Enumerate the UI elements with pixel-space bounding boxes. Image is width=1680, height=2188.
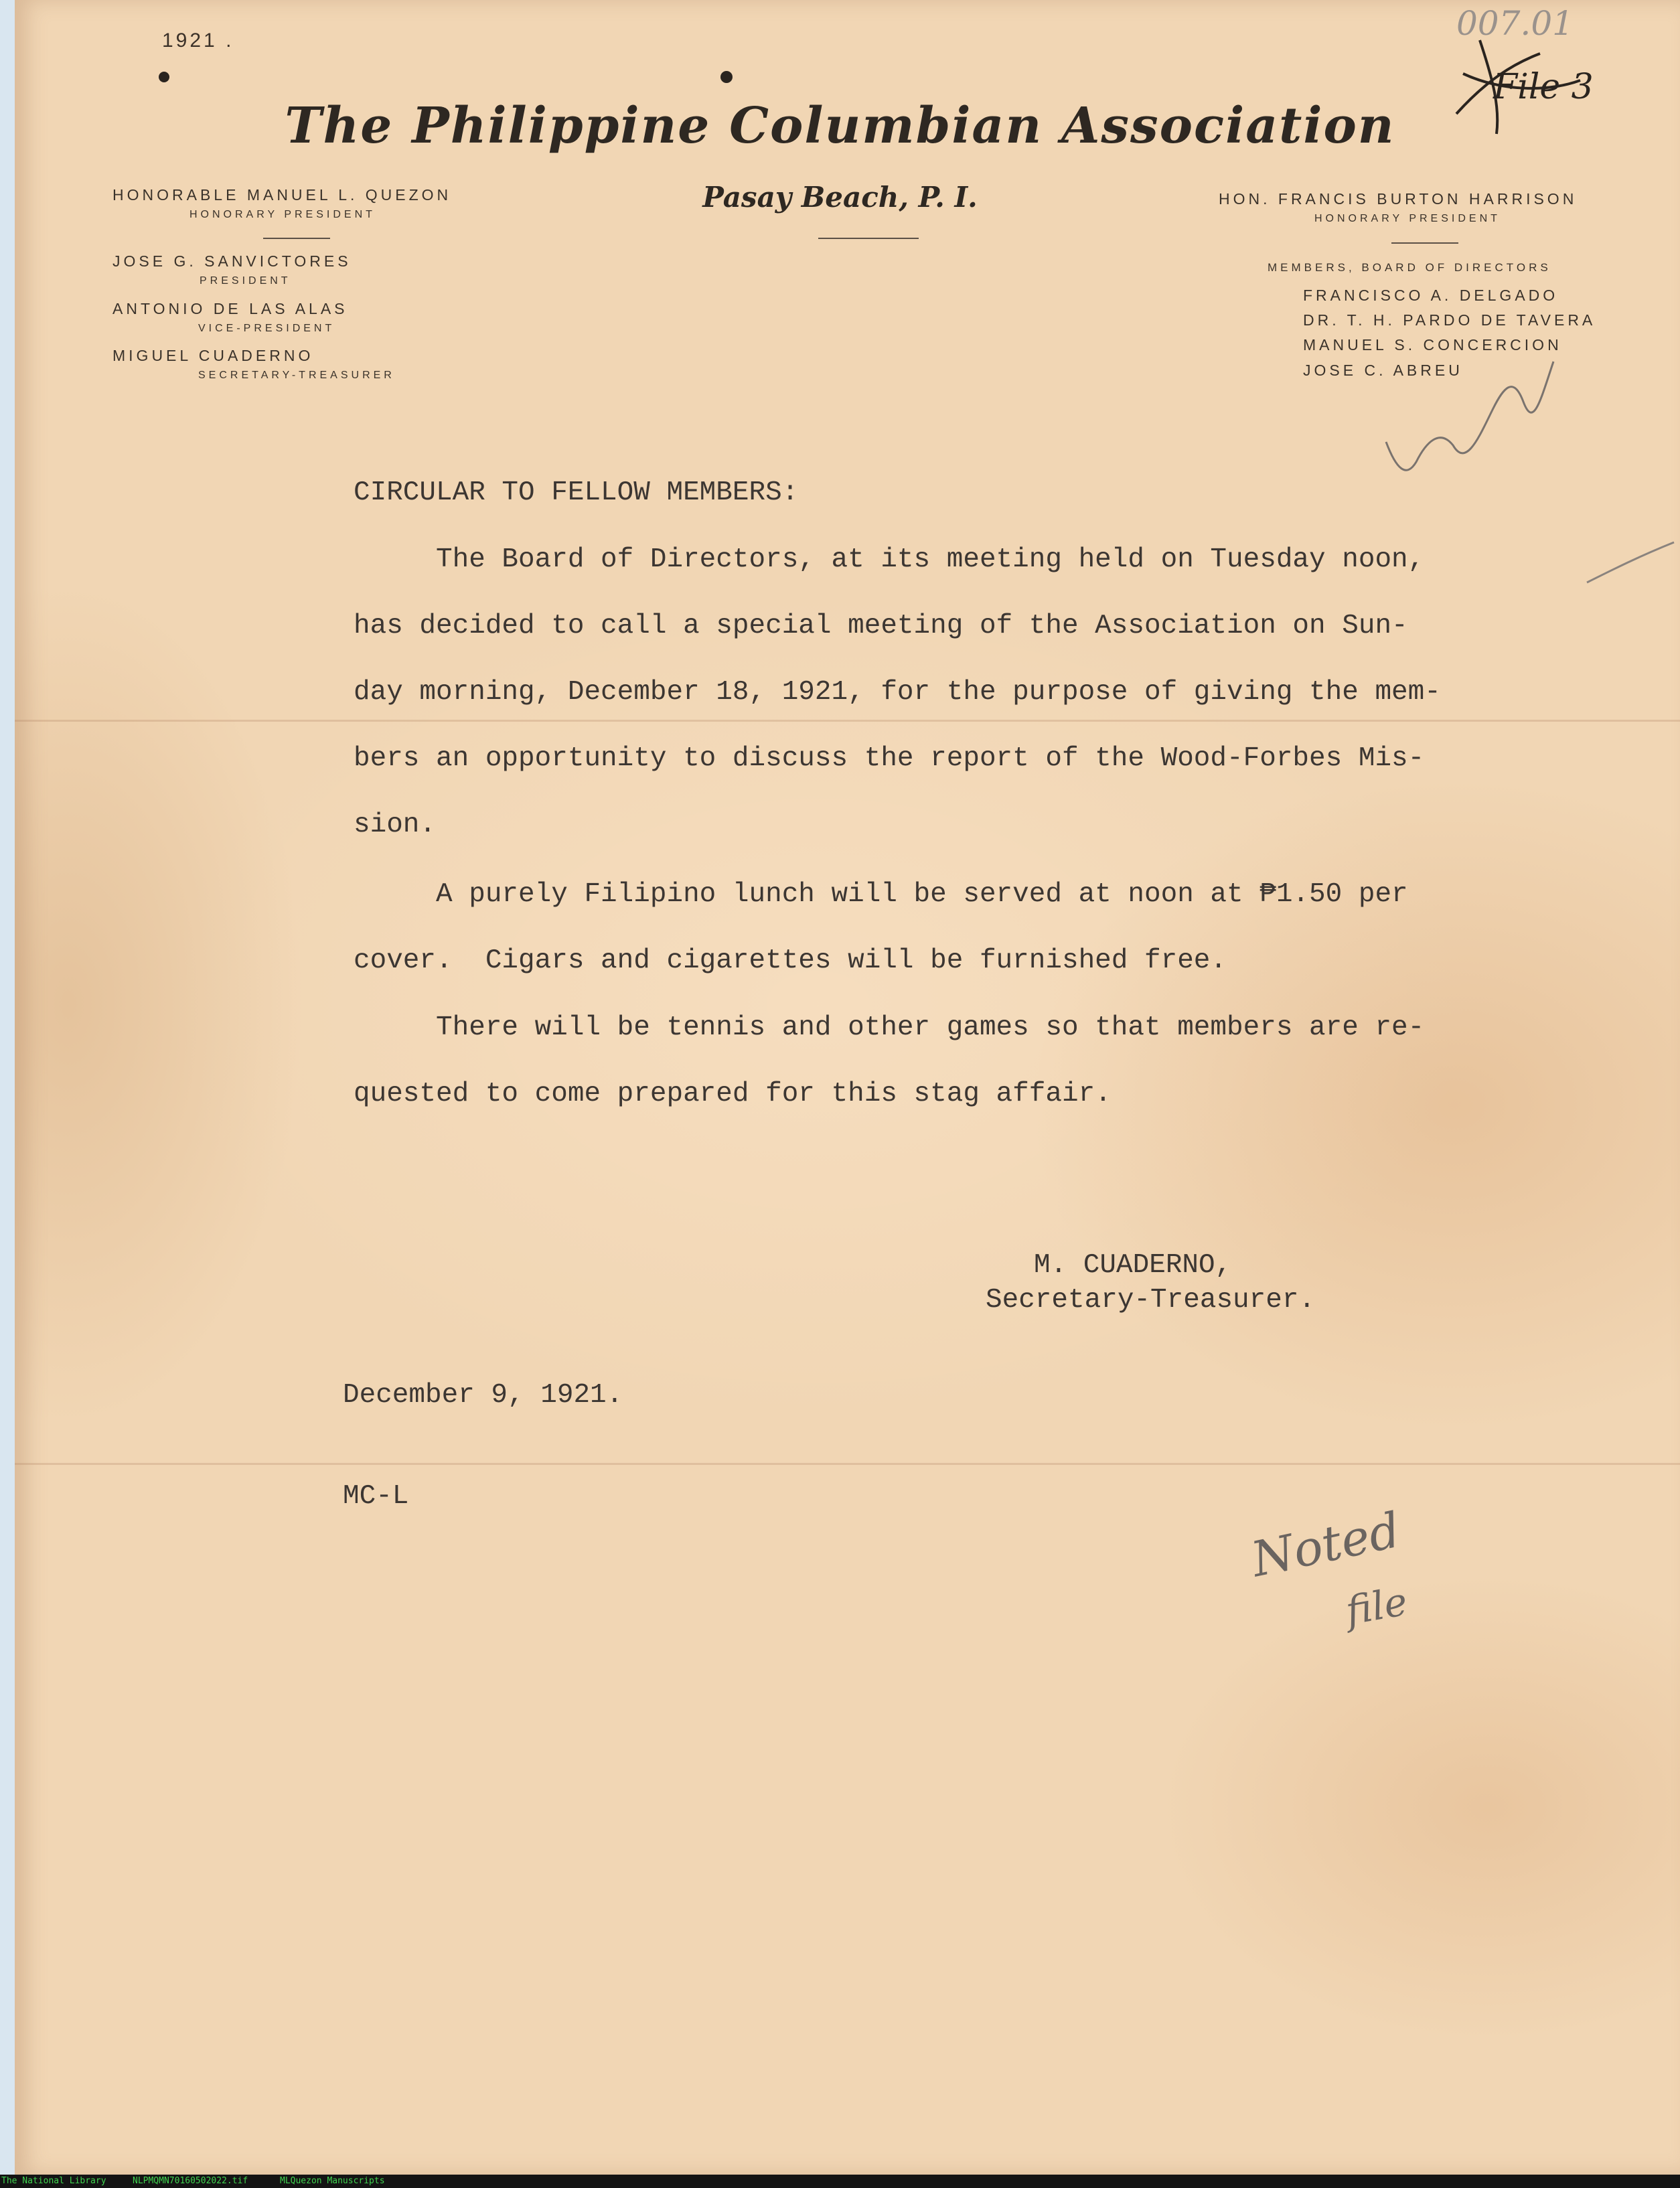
board-member: JOSE C. ABREU — [1303, 362, 1463, 379]
right-honorary-name: HON. FRANCIS BURTON HARRISON — [1219, 190, 1578, 208]
body-line: A purely Filipino lunch will be served at noon at ₱1.50 per — [354, 879, 1408, 910]
organization-location: Pasay Beach, P. I. — [702, 181, 978, 214]
signature-name: M. CUADERNO, — [1034, 1250, 1232, 1281]
left-officer-name: MIGUEL CUADERNO — [112, 347, 314, 364]
footer-filename: NLPMQMN70160502022.tif — [133, 2176, 248, 2186]
left-officer-role: SECRETARY-TREASURER — [198, 370, 395, 381]
body-line: quested to come prepared for this stag affair. — [354, 1079, 1112, 1109]
body-line: has decided to call a special meeting of the Association on Sun- — [354, 611, 1408, 641]
salutation: CIRCULAR TO FELLOW MEMBERS: — [354, 477, 799, 508]
left-officer-role: VICE-PRESIDENT — [198, 323, 335, 334]
archive-footer — [0, 2175, 1680, 2188]
left-officer-rule — [263, 238, 330, 239]
handwritten-note-2: file — [1342, 1578, 1411, 1634]
board-heading: MEMBERS, BOARD OF DIRECTORS — [1268, 261, 1551, 274]
body-line: sion. — [354, 809, 437, 840]
body-line: bers an opportunity to discuss the report of the Wood-Forbes Mis- — [354, 743, 1425, 774]
left-officer-name: JOSE G. SANVICTORES — [112, 252, 352, 270]
organization-name: The Philippine Columbian Association — [285, 97, 1395, 155]
body-line: cover. Cigars and cigarettes will be furnished free. — [354, 945, 1227, 976]
board-member: DR. T. H. PARDO DE TAVERA — [1303, 311, 1596, 329]
fold-crease-lower — [15, 1463, 1680, 1465]
body-line: day morning, December 18, 1921, for the purpose of giving the mem- — [354, 677, 1441, 708]
reference-initials: MC-L — [343, 1481, 409, 1512]
right-honorary-rule — [1391, 242, 1458, 244]
left-officer-role: HONORARY PRESIDENT — [189, 209, 376, 220]
fold-crease-upper — [15, 720, 1680, 722]
handwritten-note: Noted — [1246, 1501, 1405, 1588]
left-officer-role: PRESIDENT — [200, 275, 291, 287]
letter-date: December 9, 1921. — [343, 1380, 623, 1411]
file-annotation-2: File 3 — [1493, 67, 1594, 107]
right-honorary-role: HONORARY PRESIDENT — [1314, 213, 1501, 224]
footer-source: The National Library — [1, 2176, 106, 2186]
footer-collection: MLQuezon Manuscripts — [280, 2176, 385, 2186]
location-rule — [818, 238, 919, 239]
body-line: The Board of Directors, at its meeting held on Tuesday noon, — [354, 544, 1425, 575]
file-annotation: 007.01 — [1456, 4, 1574, 43]
year-corner: 1921 . — [162, 29, 234, 52]
left-officer-name: ANTONIO DE LAS ALAS — [112, 300, 348, 317]
signature-title: Secretary-Treasurer. — [986, 1285, 1316, 1316]
board-member: FRANCISCO A. DELGADO — [1303, 287, 1559, 304]
left-officer-name: HONORABLE MANUEL L. QUEZON — [112, 186, 452, 204]
body-line: There will be tennis and other games so that members are re- — [354, 1012, 1425, 1043]
board-member: MANUEL S. CONCERCION — [1303, 336, 1562, 354]
